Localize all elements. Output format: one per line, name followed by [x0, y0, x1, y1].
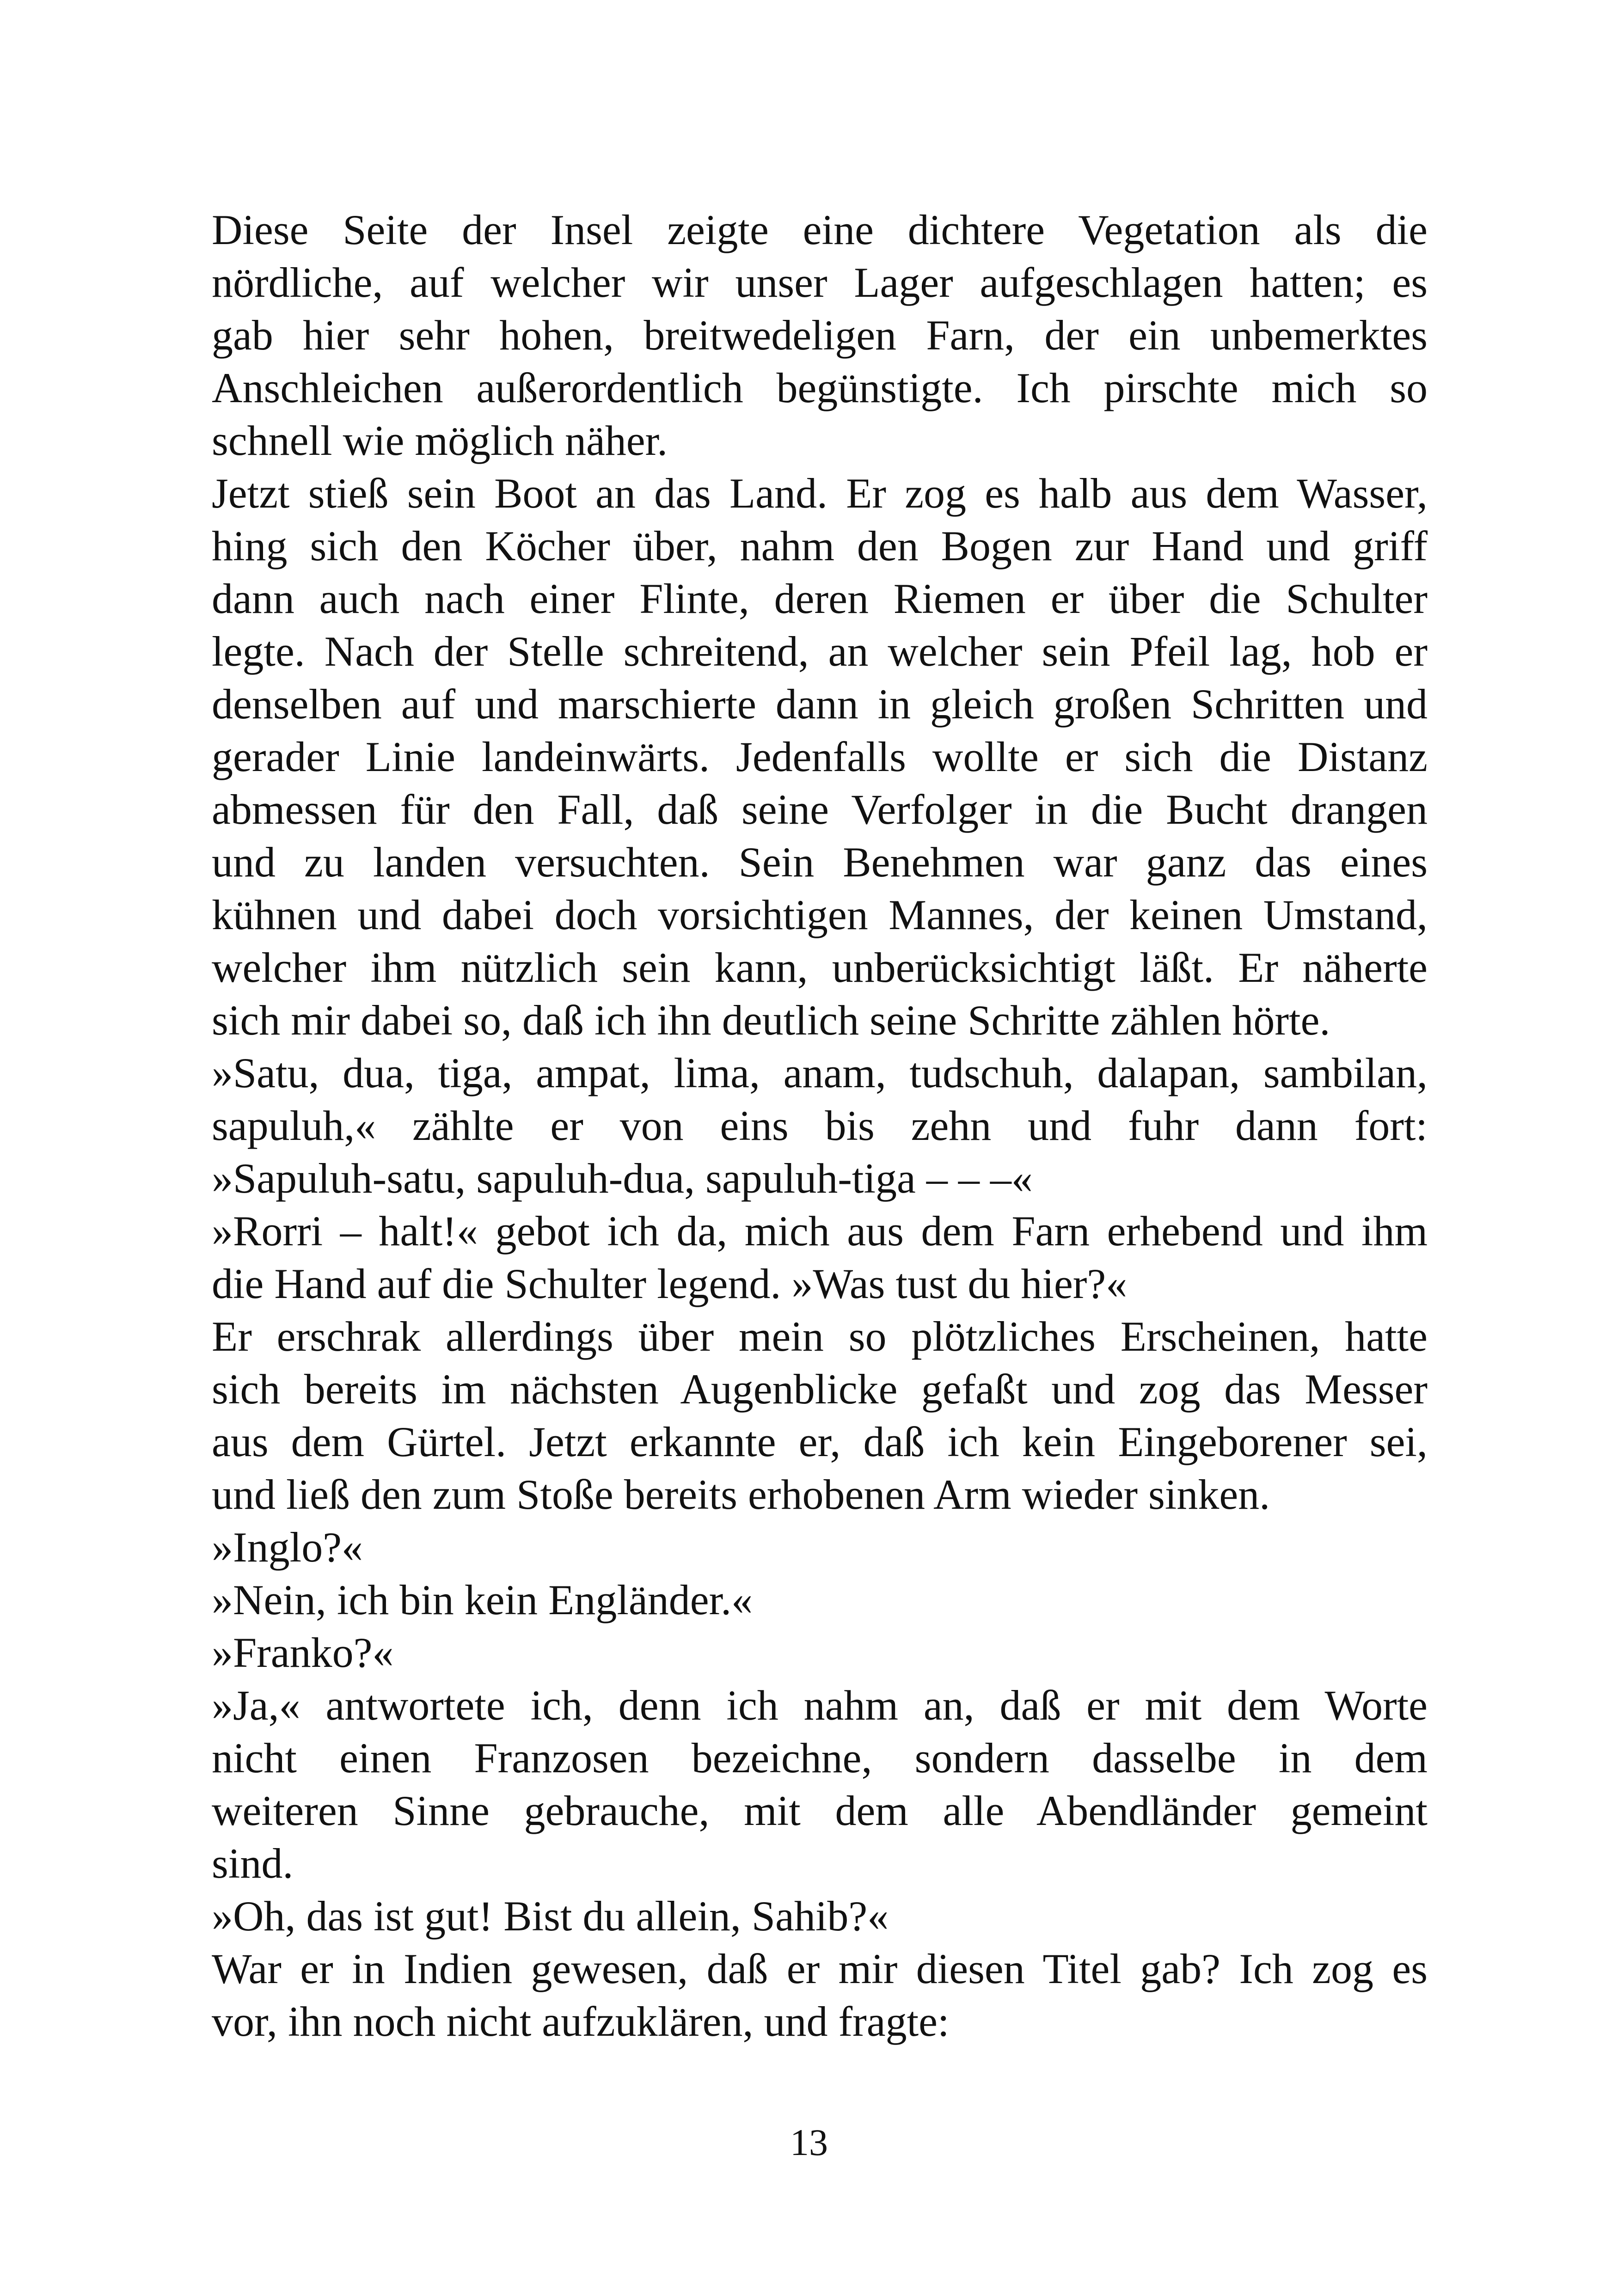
paragraph	[212, 1626, 1428, 1679]
text-line: und ließ den zum Stoße bereits erhobenen Arm wieder sinken.	[212, 1471, 1270, 1518]
text-line: die Hand auf die Schulter legend. »Was tust du hier?«	[212, 1260, 1128, 1307]
paragraph	[212, 1047, 1428, 1205]
text-line: »Satu, dua, tiga, ampat, lima, anam, tudschuh, dalapan, sambilan,	[212, 1049, 1428, 1096]
paragraph	[212, 1574, 1428, 1626]
text-line: Anschleichen außerordentlich begünstigte. Ich pirschte mich so	[212, 364, 1428, 411]
text-line: weiteren Sinne gebrauche, mit dem alle Abendländer gemeint	[212, 1787, 1428, 1834]
paragraph	[212, 467, 1428, 1047]
paragraph	[212, 1521, 1428, 1574]
text-line: gab hier sehr hohen, breitwedeligen Farn, der ein unbemerktes	[212, 312, 1428, 359]
page-number: 13	[790, 2121, 828, 2163]
text-line: War er in Indien gewesen, daß er mir diesen Titel gab? Ich zog es	[212, 1945, 1428, 1992]
text-line: nördliche, auf welcher wir unser Lager aufgeschlagen hatten; es	[212, 259, 1428, 306]
text-line: welcher ihm nützlich sein kann, unberücksichtigt läßt. Er näherte	[212, 944, 1428, 991]
text-line: vor, ihn noch nicht aufzuklären, und fragte:	[212, 1998, 950, 2045]
text-line: »Sapuluh-satu, sapuluh-dua, sapuluh-tiga – – –«	[212, 1155, 1033, 1202]
text-line: aus dem Gürtel. Jetzt erkannte er, daß ich kein Eingeborener sei,	[212, 1418, 1428, 1465]
text-line: legte. Nach der Stelle schreitend, an welcher sein Pfeil lag, hob er	[212, 628, 1428, 675]
text-line: kühnen und dabei doch vorsichtigen Mannes, der keinen Umstand,	[212, 891, 1428, 938]
text-line: sind.	[212, 1840, 294, 1887]
text-line: sapuluh,« zählte er von eins bis zehn und fuhr dann fort:	[212, 1102, 1428, 1149]
paragraph	[212, 1890, 1428, 1942]
paragraph	[212, 1310, 1428, 1521]
text-line: »Franko?«	[212, 1629, 394, 1676]
text-line: denselben auf und marschierte dann in gleich großen Schritten und	[212, 680, 1428, 728]
text-line: »Nein, ich bin kein Engländer.«	[212, 1576, 753, 1623]
paragraph	[212, 1679, 1428, 1890]
text-line: hing sich den Köcher über, nahm den Bogen zur Hand und griff	[212, 522, 1428, 569]
paragraph	[212, 1205, 1428, 1310]
paragraph	[212, 203, 1428, 467]
text-line: »Inglo?«	[212, 1524, 363, 1571]
text-line: nicht einen Franzosen bezeichne, sondern dasselbe in dem	[212, 1734, 1428, 1782]
text-line: dann auch nach einer Flinte, deren Riemen er über die Schulter	[212, 575, 1428, 622]
text-line: sich bereits im nächsten Augenblicke gefaßt und zog das Messer	[212, 1365, 1428, 1413]
text-line: und zu landen versuchten. Sein Benehmen war ganz das eines	[212, 839, 1428, 886]
text-line: Jetzt stieß sein Boot an das Land. Er zog es halb aus dem Wasser,	[212, 470, 1428, 517]
text-line: »Ja,« antwortete ich, denn ich nahm an, daß er mit dem Worte	[212, 1682, 1428, 1729]
text-line: sich mir dabei so, daß ich ihn deutlich seine Schritte zählen hörte.	[212, 997, 1330, 1044]
paragraph	[212, 1942, 1428, 2048]
text-line: Diese Seite der Insel zeigte eine dichtere Vegetation als die	[212, 206, 1428, 253]
body-text	[212, 203, 1428, 2048]
text-line: Er erschrak allerdings über mein so plötzliches Erscheinen, hatte	[212, 1313, 1428, 1360]
text-line: gerader Linie landeinwärts. Jedenfalls wollte er sich die Distanz	[212, 733, 1428, 780]
text-line: schnell wie möglich näher.	[212, 417, 668, 464]
text-line: »Oh, das ist gut! Bist du allein, Sahib?«	[212, 1892, 889, 1940]
text-line: »Rorri – halt!« gebot ich da, mich aus dem Farn erhebend und ihm	[212, 1207, 1428, 1255]
text-line: abmessen für den Fall, daß seine Verfolger in die Bucht drangen	[212, 786, 1428, 833]
